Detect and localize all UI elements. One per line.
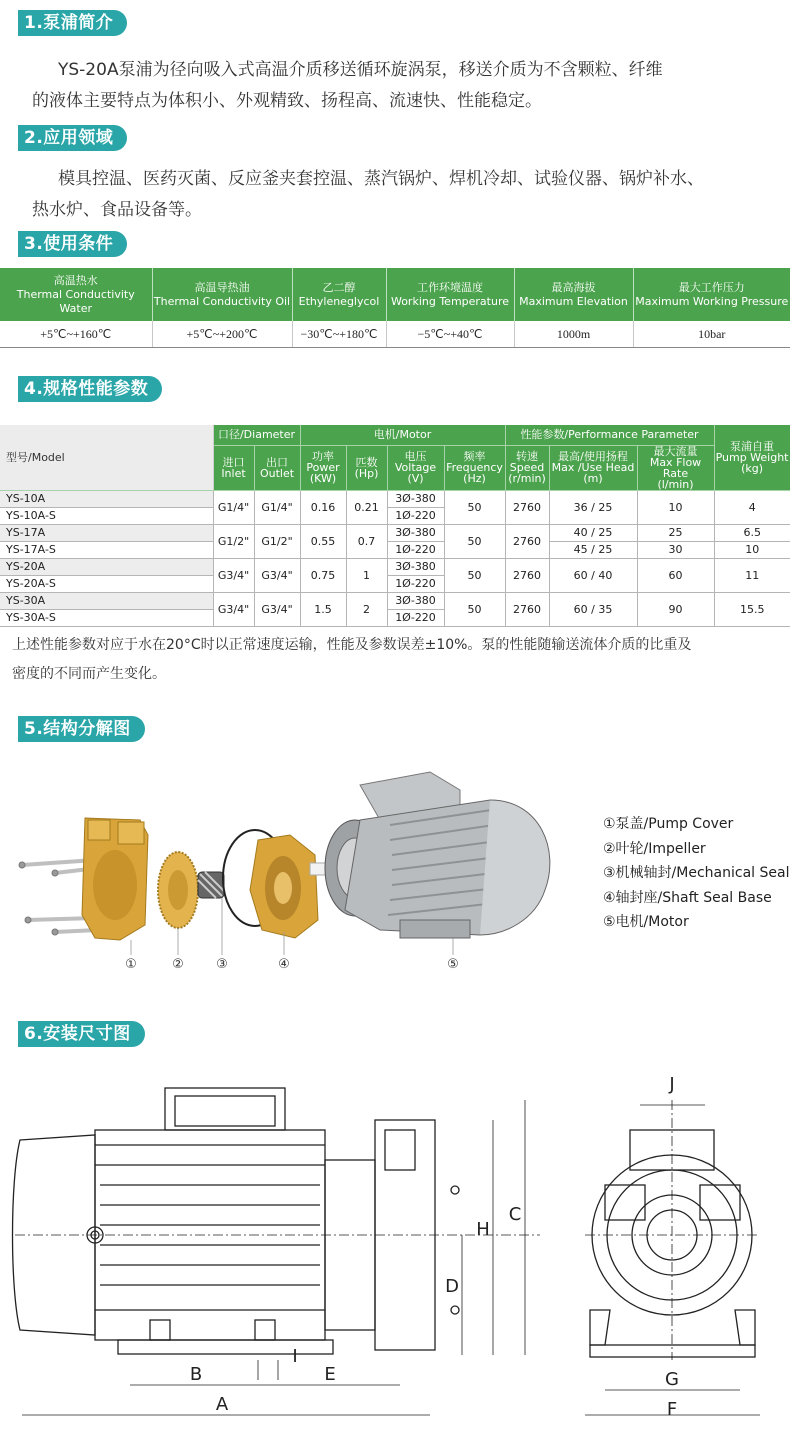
- spec-hp: 2: [346, 592, 387, 626]
- section-title-spec: 4.规格性能参数: [18, 376, 162, 402]
- dim-label-h: H: [476, 1219, 490, 1240]
- spec-outlet: G1/4": [254, 490, 300, 524]
- conditions-header-row: [0, 268, 790, 321]
- application-line-1: 模具控温、医药灭菌、反应釜夹套控温、蒸汽锅炉、焊机冷却、试验仪器、锅炉补水、: [58, 169, 704, 189]
- part-number-4: ④: [278, 957, 290, 972]
- spec-header-hp: 匹数 (Hp): [346, 445, 387, 490]
- spec-header-motor: 电机/Motor: [300, 425, 505, 445]
- pump-cover-part: [82, 818, 148, 940]
- spec-voltage: 3Ø-380: [387, 524, 444, 541]
- spec-header-model: 型号/Model: [0, 425, 213, 490]
- part-number-2: ②: [172, 957, 184, 972]
- conditions-header: 高温导热油 Thermal Conductivity Oil: [152, 268, 292, 321]
- conditions-header: 工作环境温度 Working Temperature: [386, 268, 514, 321]
- spec-header-diameter: 口径/Diameter: [213, 425, 300, 445]
- spec-weight: 10: [714, 541, 790, 558]
- impeller-part: [158, 852, 198, 928]
- section-title-conditions: 3.使用条件: [18, 231, 127, 257]
- spec-speed: 2760: [505, 524, 549, 558]
- spec-voltage: 3Ø-380: [387, 592, 444, 609]
- table-row: [0, 524, 790, 541]
- side-view: [13, 1088, 460, 1354]
- spec-outlet: G3/4": [254, 558, 300, 592]
- legend-item: ③机械轴封/Mechanical Seal: [603, 865, 790, 881]
- intro-line-1: YS-20A泵浦为径向吸入式高温介质移送循环旋涡泵，移送介质为不含颗粒、纤维: [58, 60, 663, 80]
- spec-flow: 90: [637, 592, 714, 626]
- spec-inlet: G1/4": [213, 490, 254, 524]
- spec-speed: 2760: [505, 490, 549, 524]
- conditions-header: 最高海拔 Maximum Elevation: [514, 268, 633, 321]
- side-dimension-lines: [15, 1100, 540, 1415]
- spec-voltage: 1Ø-220: [387, 609, 444, 626]
- spec-header-frequency: 频率 Frequency (Hz): [444, 445, 505, 490]
- spec-weight: 4: [714, 490, 790, 524]
- conditions-table: [0, 268, 790, 348]
- spec-model: YS-17A-S: [0, 541, 213, 558]
- table-row: [0, 592, 790, 609]
- motor-part: [325, 772, 550, 938]
- legend-item: ②叶轮/Impeller: [603, 840, 706, 857]
- spec-voltage: 1Ø-220: [387, 575, 444, 592]
- spec-power: 0.55: [300, 524, 346, 558]
- intro-line-2: 的液体主要特点为体积小、外观精致、扬程高、流速快、性能稳定。: [32, 91, 542, 111]
- dim-label-j: J: [669, 1074, 675, 1095]
- spec-head: 60 / 40: [549, 558, 637, 592]
- spec-model: YS-10A-S: [0, 507, 213, 524]
- part-number-5: ⑤: [447, 957, 459, 972]
- section-title-application: 2.应用领域: [18, 125, 127, 151]
- spec-power: 0.16: [300, 490, 346, 524]
- mechanical-seal-part: [198, 872, 224, 898]
- spec-head: 45 / 25: [549, 541, 637, 558]
- spec-inlet: G3/4": [213, 558, 254, 592]
- section-title-intro: 1.泵浦简介: [18, 10, 127, 36]
- conditions-value: 10bar: [633, 321, 790, 348]
- performance-note: [12, 631, 778, 689]
- spec-voltage: 3Ø-380: [387, 558, 444, 575]
- spec-power: 0.75: [300, 558, 346, 592]
- conditions-value: −30℃~+180℃: [292, 321, 386, 348]
- spec-hp: 0.21: [346, 490, 387, 524]
- dim-label-i: I: [292, 1346, 298, 1367]
- note-line-2: 密度的不同而产生变化。: [12, 666, 166, 682]
- spec-header-row-1: [0, 425, 790, 445]
- section-title-exploded: 5.结构分解图: [18, 716, 145, 742]
- table-row: [0, 558, 790, 575]
- spec-hp: 0.7: [346, 524, 387, 558]
- spec-speed: 2760: [505, 592, 549, 626]
- spec-header-speed: 转速 Speed (r/min): [505, 445, 549, 490]
- spec-header-flow: 最大流量 Max Flow Rate (l/min): [637, 445, 714, 490]
- spec-inlet: G3/4": [213, 592, 254, 626]
- spec-model: YS-20A: [0, 558, 213, 575]
- spec-header-weight: 泵浦自重 Pump Weight (kg): [714, 425, 790, 490]
- application-line-2: 热水炉、食品设备等。: [32, 200, 202, 220]
- spec-voltage: 1Ø-220: [387, 541, 444, 558]
- spec-speed: 2760: [505, 558, 549, 592]
- conditions-value-row: [0, 321, 790, 348]
- spec-flow: 60: [637, 558, 714, 592]
- conditions-value: +5℃~+200℃: [152, 321, 292, 348]
- spec-model: YS-30A: [0, 592, 213, 609]
- note-line-1: 上述性能参数对应于水在20°C时以正常速度运输，性能及参数误差±10%。泵的性能随输送流体介质的比重及: [12, 637, 692, 653]
- spec-table: [0, 425, 790, 627]
- conditions-value: 1000m: [514, 321, 633, 348]
- dim-label-g: G: [665, 1369, 679, 1390]
- spec-model: YS-10A: [0, 490, 213, 507]
- legend-item: ⑤电机/Motor: [603, 914, 689, 930]
- spec-power: 1.5: [300, 592, 346, 626]
- application-text: [32, 164, 762, 226]
- part-number-1: ①: [125, 957, 137, 972]
- front-view: [590, 1130, 755, 1357]
- table-row: [0, 541, 790, 558]
- spec-outlet: G3/4": [254, 592, 300, 626]
- dim-label-a: A: [215, 1394, 229, 1415]
- legend-item: ④轴封座/Shaft Seal Base: [603, 889, 772, 906]
- spec-weight: 15.5: [714, 592, 790, 626]
- part-number-3: ③: [216, 957, 228, 972]
- spec-inlet: G1/2": [213, 524, 254, 558]
- spec-header-outlet: 出口 Outlet: [254, 445, 300, 490]
- spec-flow: 10: [637, 490, 714, 524]
- spec-frequency: 50: [444, 524, 505, 558]
- conditions-header: 乙二醇 Ethyleneglycol: [292, 268, 386, 321]
- spec-outlet: G1/2": [254, 524, 300, 558]
- spec-voltage: 3Ø-380: [387, 490, 444, 507]
- shaft-seal-base-part: [250, 835, 318, 938]
- conditions-value: +5℃~+160℃: [0, 321, 152, 348]
- spec-head: 60 / 35: [549, 592, 637, 626]
- spec-flow: 30: [637, 541, 714, 558]
- spec-frequency: 50: [444, 592, 505, 626]
- dim-label-e: E: [324, 1364, 336, 1385]
- spec-frequency: 50: [444, 490, 505, 524]
- spec-head: 36 / 25: [549, 490, 637, 524]
- spec-hp: 1: [346, 558, 387, 592]
- spec-head: 40 / 25: [549, 524, 637, 541]
- spec-header-head: 最高/使用扬程 Max /Use Head (m): [549, 445, 637, 490]
- spec-model: YS-20A-S: [0, 575, 213, 592]
- spec-header-power: 功率 Power (KW): [300, 445, 346, 490]
- parts-legend: [603, 812, 789, 935]
- intro-text: [32, 55, 762, 117]
- spec-header-inlet: 进口 Inlet: [213, 445, 254, 490]
- spec-flow: 25: [637, 524, 714, 541]
- conditions-header: 最大工作压力 Maximum Working Pressure: [633, 268, 790, 321]
- spec-model: YS-17A: [0, 524, 213, 541]
- spec-weight: 6.5: [714, 524, 790, 541]
- table-row: [0, 490, 790, 507]
- conditions-header: 高温热水 Thermal Conductivity Water: [0, 268, 152, 321]
- spec-model: YS-30A-S: [0, 609, 213, 626]
- section-title-installation: 6.安装尺寸图: [18, 1021, 145, 1047]
- legend-item: ①泵盖/Pump Cover: [603, 816, 734, 832]
- dim-label-b: B: [189, 1364, 203, 1385]
- dim-label-f: F: [666, 1399, 678, 1420]
- spec-weight: 11: [714, 558, 790, 592]
- spec-frequency: 50: [444, 558, 505, 592]
- spec-header-performance: 性能参数/Performance Parameter: [505, 425, 714, 445]
- dim-label-d: D: [445, 1276, 459, 1297]
- spec-header-voltage: 电压 Voltage (V): [387, 445, 444, 490]
- spec-voltage: 1Ø-220: [387, 507, 444, 524]
- installation-dimension-drawing: [0, 1070, 790, 1430]
- dim-label-c: C: [508, 1204, 522, 1225]
- conditions-value: −5℃~+40℃: [386, 321, 514, 348]
